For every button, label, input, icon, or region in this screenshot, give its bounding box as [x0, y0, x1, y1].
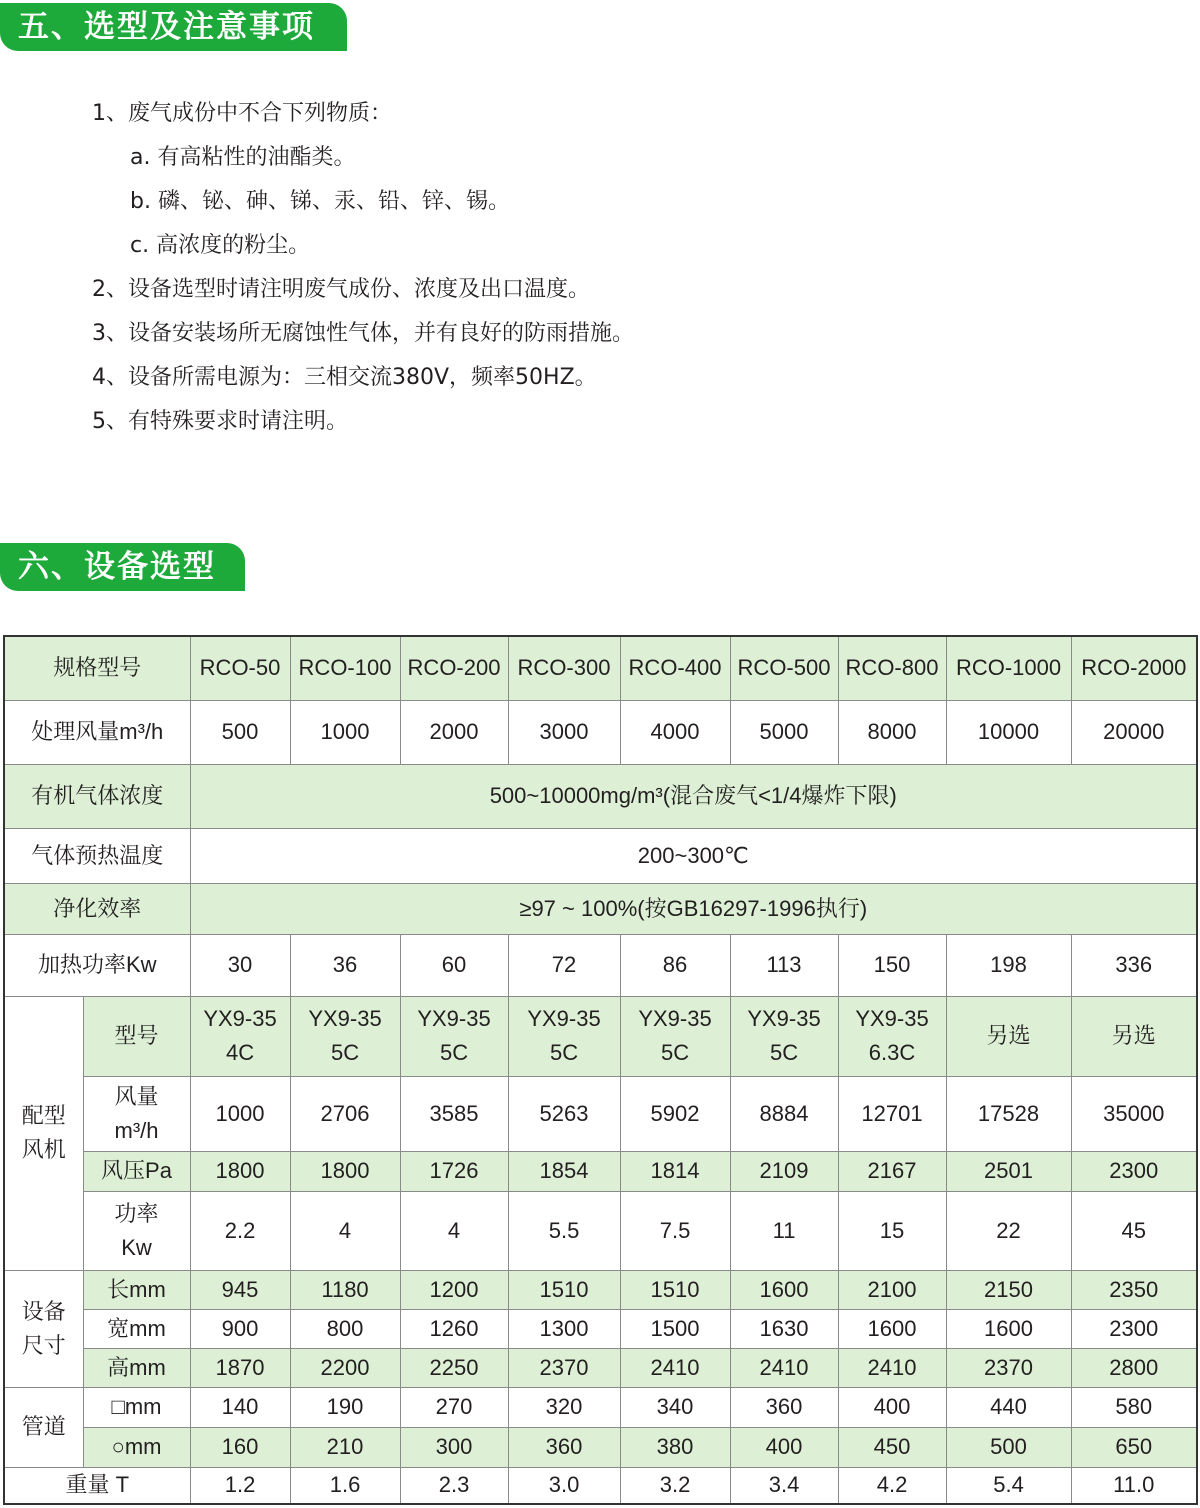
table-cell: 5000 — [730, 700, 838, 764]
table-row — [4, 1467, 1197, 1504]
note-item: b. 磷、铋、砷、锑、汞、铅、锌、锡。 — [130, 189, 510, 214]
row-header: 宽mm — [83, 1309, 190, 1348]
table-cell: 30 — [190, 934, 290, 996]
table-cell: 580 — [1071, 1387, 1197, 1427]
table-cell: 3585 — [400, 1076, 508, 1151]
row-header: 净化效率 — [4, 883, 190, 934]
group-header: 设备 尺寸 — [4, 1270, 83, 1387]
table-row — [4, 1427, 1197, 1467]
table-cell: 1726 — [400, 1151, 508, 1191]
table-cell: 1510 — [508, 1270, 620, 1309]
table-cell: 1510 — [620, 1270, 730, 1309]
table-cell: 400 — [730, 1427, 838, 1467]
table-cell: 3.0 — [508, 1467, 620, 1504]
table-cell: 3.4 — [730, 1467, 838, 1504]
table-cell: RCO-800 — [838, 636, 946, 700]
table-row — [4, 828, 1197, 883]
table-cell: 2150 — [946, 1270, 1071, 1309]
section5-title: 五、选型及注意事项 — [0, 3, 347, 51]
table-cell: 2000 — [400, 700, 508, 764]
table-cell: 2167 — [838, 1151, 946, 1191]
table-cell: RCO-1000 — [946, 636, 1071, 700]
table-cell: RCO-500 — [730, 636, 838, 700]
table-cell: ≥97 ~ 100%(按GB16297-1996执行) — [190, 883, 1197, 934]
table-cell: RCO-200 — [400, 636, 508, 700]
table-cell: 2370 — [508, 1348, 620, 1387]
table-cell: 45 — [1071, 1191, 1197, 1270]
table-cell: 2350 — [1071, 1270, 1197, 1309]
table-cell: 5.5 — [508, 1191, 620, 1270]
row-header: 加热功率Kw — [4, 934, 190, 996]
table-cell: 1260 — [400, 1309, 508, 1348]
table-cell: 198 — [946, 934, 1071, 996]
table-cell: 20000 — [1071, 700, 1197, 764]
table-cell: RCO-400 — [620, 636, 730, 700]
table-cell: 2410 — [838, 1348, 946, 1387]
table-cell: 2410 — [620, 1348, 730, 1387]
row-header: 长mm — [83, 1270, 190, 1309]
table-cell: 1800 — [190, 1151, 290, 1191]
table-cell: 1300 — [508, 1309, 620, 1348]
table-cell: 1600 — [946, 1309, 1071, 1348]
table-cell: YX9-35 5C — [508, 996, 620, 1076]
note-item: a. 有高粘性的油酯类。 — [130, 145, 356, 170]
row-header: 高mm — [83, 1348, 190, 1387]
table-cell: 8884 — [730, 1076, 838, 1151]
table-cell: 4.2 — [838, 1467, 946, 1504]
table-cell: 140 — [190, 1387, 290, 1427]
table-cell: 86 — [620, 934, 730, 996]
table-row — [4, 1270, 1197, 1309]
table-cell: 5263 — [508, 1076, 620, 1151]
table-cell: 11.0 — [1071, 1467, 1197, 1504]
table-cell: 500 — [190, 700, 290, 764]
note-item: 3、设备安装场所无腐蚀性气体，并有良好的防雨措施。 — [92, 321, 634, 346]
table-cell: RCO-2000 — [1071, 636, 1197, 700]
table-cell: 2.3 — [400, 1467, 508, 1504]
table-cell: 400 — [838, 1387, 946, 1427]
table-cell: RCO-50 — [190, 636, 290, 700]
table-cell: 15 — [838, 1191, 946, 1270]
note-item: c. 高浓度的粉尘。 — [130, 233, 311, 258]
row-header: 风压Pa — [83, 1151, 190, 1191]
table-cell: 1180 — [290, 1270, 400, 1309]
table-cell: 1600 — [838, 1309, 946, 1348]
table-row — [4, 1387, 1197, 1427]
table-cell: 1000 — [290, 700, 400, 764]
table-cell: 60 — [400, 934, 508, 996]
table-cell: 945 — [190, 1270, 290, 1309]
table-cell: YX9-35 4C — [190, 996, 290, 1076]
table-cell: 2100 — [838, 1270, 946, 1309]
group-header: 配型 风机 — [4, 996, 83, 1270]
table-cell: 1800 — [290, 1151, 400, 1191]
row-header: ○mm — [83, 1427, 190, 1467]
table-cell: 650 — [1071, 1427, 1197, 1467]
table-row — [4, 700, 1197, 764]
row-header: 处理风量m³/h — [4, 700, 190, 764]
table-cell: 900 — [190, 1309, 290, 1348]
table-cell: 2800 — [1071, 1348, 1197, 1387]
table-cell: 另选 — [1071, 996, 1197, 1076]
table-cell: 2300 — [1071, 1309, 1197, 1348]
table-cell: 1.6 — [290, 1467, 400, 1504]
table-cell: 2.2 — [190, 1191, 290, 1270]
table-cell: YX9-35 5C — [290, 996, 400, 1076]
table-cell: YX9-35 5C — [620, 996, 730, 1076]
table-cell: 另选 — [946, 996, 1071, 1076]
table-cell: 450 — [838, 1427, 946, 1467]
table-cell: 500 — [946, 1427, 1071, 1467]
table-row — [4, 764, 1197, 828]
table-cell: 72 — [508, 934, 620, 996]
table-cell: YX9-35 5C — [730, 996, 838, 1076]
notes-list — [92, 92, 634, 444]
table-cell: 7.5 — [620, 1191, 730, 1270]
note-item: 5、有特殊要求时请注明。 — [92, 409, 348, 434]
table-cell: 190 — [290, 1387, 400, 1427]
table-cell: 270 — [400, 1387, 508, 1427]
table-cell: 36 — [290, 934, 400, 996]
table-cell: 4 — [290, 1191, 400, 1270]
spec-table — [3, 635, 1198, 1505]
table-cell: 500~10000mg/m³(混合废气<1/4爆炸下限) — [190, 764, 1197, 828]
table-cell: 11 — [730, 1191, 838, 1270]
table-cell: 336 — [1071, 934, 1197, 996]
table-cell: 2250 — [400, 1348, 508, 1387]
table-cell: 10000 — [946, 700, 1071, 764]
table-row — [4, 996, 1197, 1076]
table-cell: YX9-35 6.3C — [838, 996, 946, 1076]
table-cell: 2410 — [730, 1348, 838, 1387]
table-cell: 17528 — [946, 1076, 1071, 1151]
section6-title: 六、设备选型 — [0, 543, 245, 591]
table-cell: 800 — [290, 1309, 400, 1348]
table-cell: RCO-300 — [508, 636, 620, 700]
table-row — [4, 1191, 1197, 1270]
table-row — [4, 883, 1197, 934]
group-header: 管道 — [4, 1387, 83, 1467]
table-cell: 1.2 — [190, 1467, 290, 1504]
note-item: 1、废气成份中不合下列物质： — [92, 101, 392, 126]
table-cell: 380 — [620, 1427, 730, 1467]
table-row — [4, 1076, 1197, 1151]
table-cell: 2300 — [1071, 1151, 1197, 1191]
table-cell: RCO-100 — [290, 636, 400, 700]
row-header: 风量 m³/h — [83, 1076, 190, 1151]
table-cell: 1200 — [400, 1270, 508, 1309]
table-cell: 3000 — [508, 700, 620, 764]
table-cell: 150 — [838, 934, 946, 996]
table-cell: 1000 — [190, 1076, 290, 1151]
table-cell: 4 — [400, 1191, 508, 1270]
table-cell: 1854 — [508, 1151, 620, 1191]
table-cell: 2370 — [946, 1348, 1071, 1387]
row-header: 规格型号 — [4, 636, 190, 700]
table-row — [4, 1309, 1197, 1348]
table-cell: 320 — [508, 1387, 620, 1427]
table-row — [4, 1151, 1197, 1191]
table-cell: 5.4 — [946, 1467, 1071, 1504]
row-header: 功率 Kw — [83, 1191, 190, 1270]
table-cell: 3.2 — [620, 1467, 730, 1504]
table-cell: 200~300℃ — [190, 828, 1197, 883]
table-cell: 12701 — [838, 1076, 946, 1151]
row-header: 重量 T — [4, 1467, 190, 1504]
table-row — [4, 934, 1197, 996]
row-header: 有机气体浓度 — [4, 764, 190, 828]
table-cell: YX9-35 5C — [400, 996, 508, 1076]
table-cell: 8000 — [838, 700, 946, 764]
table-cell: 340 — [620, 1387, 730, 1427]
table-cell: 2109 — [730, 1151, 838, 1191]
table-row — [4, 636, 1197, 700]
note-item: 2、设备选型时请注明废气成份、浓度及出口温度。 — [92, 277, 590, 302]
table-cell: 1870 — [190, 1348, 290, 1387]
table-cell: 2706 — [290, 1076, 400, 1151]
row-header: □mm — [83, 1387, 190, 1427]
table-cell: 360 — [508, 1427, 620, 1467]
row-header: 气体预热温度 — [4, 828, 190, 883]
table-cell: 1630 — [730, 1309, 838, 1348]
table-cell: 22 — [946, 1191, 1071, 1270]
table-cell: 2200 — [290, 1348, 400, 1387]
table-cell: 360 — [730, 1387, 838, 1427]
table-cell: 440 — [946, 1387, 1071, 1427]
table-cell: 1500 — [620, 1309, 730, 1348]
table-cell: 160 — [190, 1427, 290, 1467]
row-header: 型号 — [83, 996, 190, 1076]
table-cell: 5902 — [620, 1076, 730, 1151]
table-row — [4, 1348, 1197, 1387]
table-cell: 2501 — [946, 1151, 1071, 1191]
table-cell: 210 — [290, 1427, 400, 1467]
table-cell: 4000 — [620, 700, 730, 764]
table-cell: 35000 — [1071, 1076, 1197, 1151]
table-cell: 300 — [400, 1427, 508, 1467]
table-cell: 113 — [730, 934, 838, 996]
note-item: 4、设备所需电源为：三相交流380V，频率50HZ。 — [92, 365, 597, 390]
table-cell: 1600 — [730, 1270, 838, 1309]
table-cell: 1814 — [620, 1151, 730, 1191]
